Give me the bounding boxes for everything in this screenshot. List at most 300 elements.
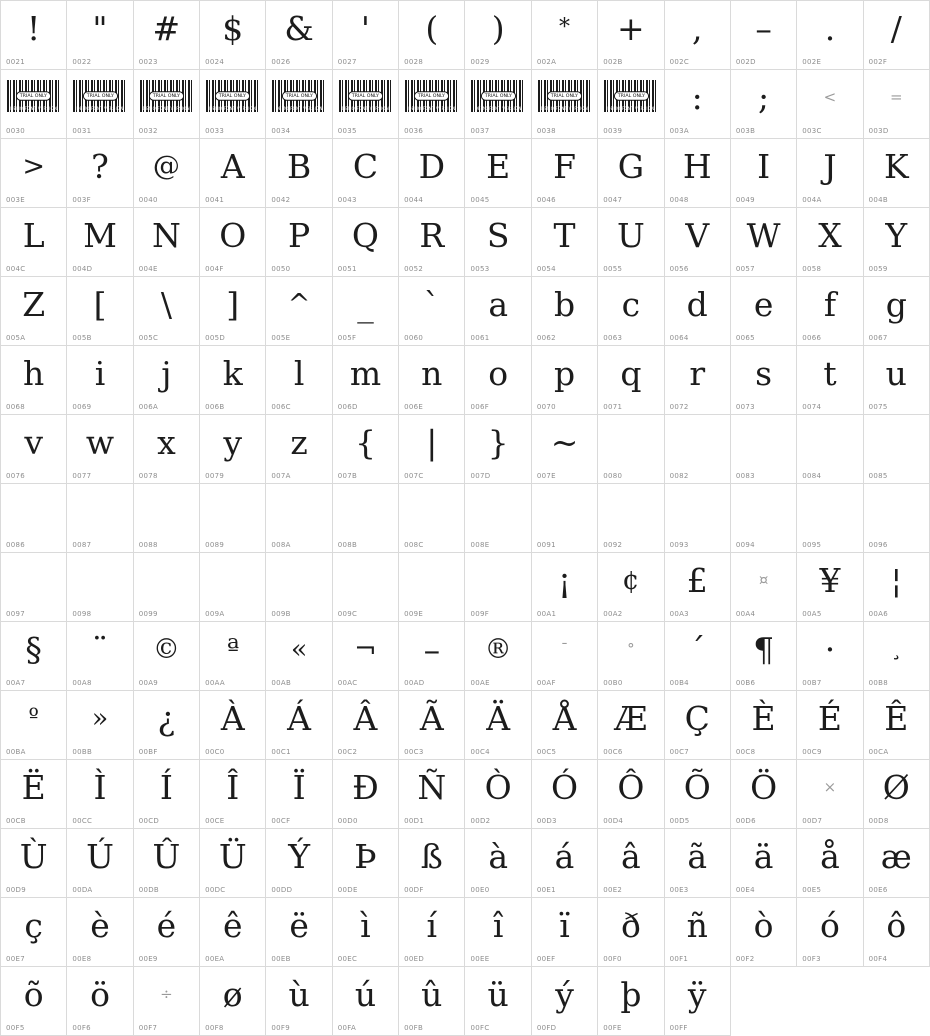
glyph-character: g [885, 284, 907, 324]
glyph-cell[interactable] [731, 553, 797, 622]
glyph-character: · [824, 629, 836, 669]
glyph-cell[interactable] [797, 553, 863, 622]
glyph-unicode-code: 00CC [72, 817, 93, 825]
glyph-cell[interactable] [67, 346, 133, 415]
glyph-unicode-code: 008C [404, 541, 424, 549]
glyph-cell[interactable] [532, 139, 598, 208]
glyph-unicode-code: 00B0 [603, 679, 623, 687]
glyph-cell[interactable] [864, 1, 930, 70]
glyph-cell[interactable] [665, 484, 731, 553]
glyph-character: + [617, 8, 645, 48]
glyph-character: ) [491, 8, 505, 48]
glyph-character: d [686, 284, 708, 324]
glyph-unicode-code: 0058 [802, 265, 822, 273]
glyph-cell[interactable] [731, 898, 797, 967]
glyph-cell[interactable] [266, 829, 332, 898]
glyph-cell[interactable] [665, 967, 731, 1036]
glyph-cell[interactable] [598, 139, 664, 208]
glyph-unicode-code: 00EF [536, 955, 556, 963]
glyph-unicode-code: 005E [271, 334, 291, 342]
glyph-unicode-code: 00A3 [669, 610, 689, 618]
glyph-cell[interactable] [399, 1, 465, 70]
glyph-unicode-code: 0024 [205, 58, 225, 66]
glyph-cell[interactable] [797, 1, 863, 70]
glyph-cell[interactable] [200, 484, 266, 553]
glyph-character: Ô [617, 767, 645, 807]
glyph-cell[interactable] [1, 484, 67, 553]
glyph-cell[interactable] [598, 346, 664, 415]
glyph-cell[interactable] [399, 691, 465, 760]
glyph-character: ó [820, 905, 840, 945]
glyph-character: ° [627, 639, 635, 658]
glyph-cell[interactable] [266, 1, 332, 70]
glyph-character: R [419, 215, 445, 255]
glyph-unicode-code: 0056 [669, 265, 689, 273]
glyph-cell[interactable] [598, 622, 664, 691]
glyph-cell[interactable] [532, 553, 598, 622]
glyph-cell[interactable] [266, 553, 332, 622]
glyph-cell[interactable] [67, 622, 133, 691]
glyph-cell[interactable] [399, 415, 465, 484]
glyph-cell[interactable] [864, 622, 930, 691]
glyph-cell[interactable] [864, 760, 930, 829]
glyph-cell[interactable] [465, 898, 531, 967]
glyph-unicode-code: 00C9 [802, 748, 822, 756]
glyph-cell[interactable] [67, 898, 133, 967]
glyph-unicode-code: 008A [271, 541, 291, 549]
glyph-cell[interactable] [465, 967, 531, 1036]
glyph-cell[interactable] [67, 139, 133, 208]
glyph-cell[interactable] [333, 415, 399, 484]
glyph-cell[interactable] [465, 415, 531, 484]
glyph-cell[interactable] [731, 622, 797, 691]
glyph-cell[interactable] [399, 622, 465, 691]
glyph-cell[interactable] [333, 691, 399, 760]
glyph-cell[interactable] [200, 829, 266, 898]
glyph-cell[interactable] [598, 208, 664, 277]
glyph-cell[interactable] [731, 208, 797, 277]
glyph-character: $ [222, 8, 244, 48]
glyph-cell[interactable] [333, 760, 399, 829]
glyph-character: ä [753, 836, 774, 876]
glyph-unicode-code: 0022 [72, 58, 92, 66]
glyph-cell[interactable] [731, 346, 797, 415]
glyph-character: Q [351, 215, 379, 255]
glyph-cell[interactable] [200, 691, 266, 760]
glyph-unicode-code: 00F5 [6, 1024, 25, 1032]
glyph-cell[interactable] [864, 346, 930, 415]
glyph-cell[interactable] [266, 622, 332, 691]
glyph-unicode-code: 0077 [72, 472, 92, 480]
glyph-cell[interactable] [598, 760, 664, 829]
glyph-cell[interactable] [200, 139, 266, 208]
glyph-cell[interactable] [200, 553, 266, 622]
glyph-cell[interactable] [532, 691, 598, 760]
glyph-unicode-code: 0057 [735, 265, 755, 273]
glyph-cell[interactable] [333, 553, 399, 622]
glyph-character: ¡ [557, 560, 572, 600]
glyph-character: " [92, 8, 108, 48]
glyph-cell[interactable] [1, 277, 67, 346]
glyph-unicode-code: 00FA [337, 1024, 357, 1032]
glyph-unicode-code: 00DE [337, 886, 358, 894]
glyph-cell[interactable] [864, 415, 930, 484]
glyph-cell[interactable] [665, 208, 731, 277]
glyph-unicode-code: 004E [138, 265, 158, 273]
glyph-cell[interactable] [797, 208, 863, 277]
glyph-cell[interactable] [333, 622, 399, 691]
glyph-cell[interactable] [1, 691, 67, 760]
glyph-cell[interactable] [333, 967, 399, 1036]
glyph-cell[interactable] [67, 691, 133, 760]
glyph-cell[interactable] [266, 484, 332, 553]
glyph-unicode-code: 006B [205, 403, 225, 411]
glyph-character: § [25, 629, 42, 669]
glyph-cell[interactable] [1, 70, 67, 139]
glyph-cell[interactable] [333, 484, 399, 553]
glyph-unicode-code: 00CE [205, 817, 225, 825]
glyph-unicode-code: 0089 [205, 541, 225, 549]
glyph-unicode-code: 00E7 [6, 955, 25, 963]
glyph-unicode-code: 00E1 [536, 886, 556, 894]
glyph-character: ã [687, 836, 708, 876]
glyph-cell[interactable] [665, 760, 731, 829]
glyph-cell[interactable] [266, 346, 332, 415]
glyph-character: Â [353, 698, 378, 738]
glyph-cell[interactable] [333, 346, 399, 415]
glyph-cell[interactable] [134, 346, 200, 415]
glyph-cell[interactable] [67, 70, 133, 139]
glyph-cell[interactable] [67, 484, 133, 553]
trial-badge-label: TRIAL ONLY [613, 91, 648, 101]
glyph-cell[interactable] [134, 415, 200, 484]
glyph-character: Ø [882, 767, 910, 807]
glyph-cell[interactable] [465, 622, 531, 691]
glyph-cell[interactable] [864, 70, 930, 139]
glyph-cell[interactable] [134, 553, 200, 622]
glyph-cell[interactable] [598, 70, 664, 139]
glyph-cell[interactable] [200, 415, 266, 484]
glyph-cell[interactable] [465, 139, 531, 208]
glyph-cell[interactable] [200, 622, 266, 691]
glyph-character: Í [159, 767, 173, 807]
glyph-cell[interactable] [67, 967, 133, 1036]
glyph-cell[interactable] [731, 277, 797, 346]
glyph-cell[interactable] [399, 760, 465, 829]
glyph-unicode-code: 00BA [6, 748, 26, 756]
glyph-cell[interactable] [665, 898, 731, 967]
glyph-cell[interactable] [465, 484, 531, 553]
glyph-character: ! [27, 8, 41, 48]
glyph-cell[interactable] [333, 898, 399, 967]
glyph-cell[interactable] [797, 760, 863, 829]
glyph-character: ù [288, 974, 310, 1014]
glyph-cell[interactable] [797, 415, 863, 484]
glyph-cell[interactable] [864, 829, 930, 898]
glyph-unicode-code: 00E0 [470, 886, 490, 894]
glyph-cell[interactable] [532, 760, 598, 829]
glyph-cell[interactable] [797, 691, 863, 760]
glyph-cell[interactable] [399, 898, 465, 967]
glyph-cell[interactable] [665, 277, 731, 346]
glyph-cell[interactable] [797, 277, 863, 346]
glyph-cell[interactable] [399, 70, 465, 139]
glyph-cell[interactable] [465, 553, 531, 622]
glyph-unicode-code: 00D4 [603, 817, 624, 825]
glyph-cell[interactable] [200, 277, 266, 346]
glyph-cell[interactable] [134, 70, 200, 139]
glyph-cell[interactable] [665, 139, 731, 208]
glyph-cell[interactable] [598, 553, 664, 622]
glyph-character: ¶ [753, 629, 775, 669]
glyph-cell[interactable] [134, 760, 200, 829]
glyph-unicode-code: 00A5 [802, 610, 822, 618]
glyph-cell[interactable] [67, 208, 133, 277]
glyph-cell[interactable] [598, 415, 664, 484]
glyph-character: Ó [550, 767, 579, 807]
glyph-cell[interactable] [266, 760, 332, 829]
glyph-cell[interactable] [598, 1, 664, 70]
glyph-cell[interactable] [598, 484, 664, 553]
glyph-cell[interactable] [1, 1, 67, 70]
glyph-cell[interactable] [67, 553, 133, 622]
glyph-unicode-code: 005D [205, 334, 226, 342]
glyph-cell[interactable] [1, 622, 67, 691]
glyph-unicode-code: 0075 [868, 403, 888, 411]
glyph-cell[interactable] [532, 208, 598, 277]
glyph-cell[interactable] [731, 691, 797, 760]
glyph-unicode-code: 00E5 [802, 886, 822, 894]
glyph-cell[interactable] [465, 70, 531, 139]
glyph-cell[interactable] [797, 829, 863, 898]
glyph-cell[interactable] [399, 484, 465, 553]
glyph-unicode-code: 0098 [72, 610, 92, 618]
glyph-character: ñ [686, 905, 708, 945]
glyph-character: N [151, 215, 181, 255]
glyph-cell[interactable] [333, 208, 399, 277]
glyph-character: ì [360, 905, 371, 945]
glyph-cell[interactable] [598, 829, 664, 898]
glyph-cell[interactable] [731, 760, 797, 829]
glyph-character: U [616, 215, 645, 255]
glyph-cell[interactable] [465, 760, 531, 829]
glyph-cell[interactable] [399, 553, 465, 622]
glyph-cell[interactable] [731, 139, 797, 208]
glyph-cell[interactable] [797, 139, 863, 208]
glyph-cell[interactable] [333, 1, 399, 70]
glyph-cell[interactable] [67, 415, 133, 484]
glyph-cell[interactable] [67, 829, 133, 898]
glyph-cell[interactable] [731, 415, 797, 484]
glyph-cell[interactable] [200, 208, 266, 277]
glyph-cell[interactable] [598, 691, 664, 760]
glyph-character: B [286, 146, 312, 186]
glyph-cell[interactable] [797, 898, 863, 967]
glyph-cell[interactable] [333, 70, 399, 139]
glyph-cell[interactable] [797, 346, 863, 415]
glyph-cell[interactable] [1, 208, 67, 277]
glyph-cell[interactable] [731, 1, 797, 70]
glyph-character: [ [93, 284, 107, 324]
glyph-cell[interactable] [465, 829, 531, 898]
glyph-cell[interactable] [532, 622, 598, 691]
glyph-character: – [423, 629, 441, 669]
glyph-cell[interactable] [731, 829, 797, 898]
glyph-cell[interactable] [266, 277, 332, 346]
glyph-cell[interactable] [864, 208, 930, 277]
glyph-cell[interactable] [665, 622, 731, 691]
glyph-cell[interactable] [67, 1, 133, 70]
glyph-cell[interactable] [864, 553, 930, 622]
glyph-cell[interactable] [864, 691, 930, 760]
glyph-cell[interactable] [399, 139, 465, 208]
glyph-cell[interactable] [665, 691, 731, 760]
glyph-cell[interactable] [266, 70, 332, 139]
glyph-character: T [553, 215, 576, 255]
glyph-cell[interactable] [333, 139, 399, 208]
glyph-unicode-code: 0061 [470, 334, 490, 342]
glyph-unicode-code: 0059 [868, 265, 888, 273]
glyph-cell[interactable] [200, 346, 266, 415]
glyph-cell[interactable] [598, 277, 664, 346]
glyph-character: w [85, 422, 115, 462]
glyph-cell[interactable] [665, 1, 731, 70]
glyph-cell[interactable] [333, 277, 399, 346]
glyph-cell[interactable] [864, 277, 930, 346]
glyph-cell[interactable] [266, 415, 332, 484]
glyph-cell[interactable] [134, 139, 200, 208]
glyph-cell[interactable] [665, 829, 731, 898]
trial-badge-label: TRIAL ONLY [149, 91, 184, 101]
glyph-cell[interactable] [399, 208, 465, 277]
glyph-cell[interactable] [134, 484, 200, 553]
glyph-character: º [28, 705, 39, 730]
trial-badge-label: TRIAL ONLY [215, 91, 250, 101]
glyph-cell[interactable] [399, 346, 465, 415]
glyph-cell[interactable] [465, 1, 531, 70]
glyph-unicode-code: 002E [802, 58, 822, 66]
glyph-unicode-code: 0049 [735, 196, 755, 204]
glyph-cell[interactable] [266, 139, 332, 208]
glyph-character: û [421, 974, 443, 1014]
glyph-cell[interactable] [200, 967, 266, 1036]
glyph-cell[interactable] [1, 415, 67, 484]
glyph-cell[interactable] [665, 415, 731, 484]
glyph-cell[interactable] [465, 691, 531, 760]
glyph-cell[interactable] [665, 346, 731, 415]
glyph-unicode-code: 00B4 [669, 679, 689, 687]
glyph-cell[interactable] [1, 760, 67, 829]
glyph-cell[interactable] [1, 967, 67, 1036]
glyph-character: – [755, 8, 772, 48]
glyph-cell[interactable] [532, 898, 598, 967]
glyph-cell[interactable] [134, 829, 200, 898]
glyph-unicode-code: 00A4 [735, 610, 756, 618]
glyph-cell[interactable] [1, 829, 67, 898]
glyph-cell[interactable] [200, 70, 266, 139]
glyph-character: Ð [352, 767, 379, 807]
glyph-cell[interactable] [532, 70, 598, 139]
glyph-character: x [157, 422, 176, 462]
glyph-cell[interactable] [797, 70, 863, 139]
glyph-unicode-code: 0065 [735, 334, 755, 342]
glyph-unicode-code: 0087 [72, 541, 92, 549]
glyph-unicode-code: 00D9 [6, 886, 26, 894]
glyph-cell[interactable] [266, 691, 332, 760]
glyph-cell[interactable] [399, 967, 465, 1036]
glyph-cell[interactable] [532, 484, 598, 553]
glyph-cell[interactable] [134, 691, 200, 760]
glyph-character: î [492, 905, 504, 945]
glyph-character: ¢ [622, 564, 640, 596]
glyph-cell[interactable] [134, 208, 200, 277]
glyph-cell[interactable] [532, 346, 598, 415]
glyph-cell[interactable] [200, 1, 266, 70]
glyph-cell[interactable] [399, 829, 465, 898]
glyph-cell[interactable] [266, 967, 332, 1036]
glyph-cell[interactable] [864, 484, 930, 553]
glyph-cell[interactable] [598, 967, 664, 1036]
glyph-cell[interactable] [532, 1, 598, 70]
glyph-cell[interactable] [797, 484, 863, 553]
glyph-cell[interactable] [134, 967, 200, 1036]
glyph-cell[interactable] [134, 1, 200, 70]
glyph-cell[interactable] [134, 622, 200, 691]
glyph-cell[interactable] [200, 760, 266, 829]
glyph-character: © [152, 633, 180, 665]
glyph-cell[interactable] [465, 208, 531, 277]
glyph-unicode-code: 00A2 [603, 610, 623, 618]
glyph-cell[interactable] [134, 898, 200, 967]
glyph-cell[interactable] [1, 346, 67, 415]
glyph-cell[interactable] [665, 553, 731, 622]
glyph-cell[interactable] [731, 484, 797, 553]
glyph-cell[interactable] [532, 277, 598, 346]
glyph-cell[interactable] [333, 829, 399, 898]
glyph-cell[interactable] [465, 346, 531, 415]
glyph-cell[interactable] [864, 139, 930, 208]
glyph-unicode-code: 00DF [404, 886, 424, 894]
glyph-cell[interactable] [797, 622, 863, 691]
glyph-cell[interactable] [864, 898, 930, 967]
glyph-cell[interactable] [399, 277, 465, 346]
glyph-cell[interactable] [200, 898, 266, 967]
glyph-cell[interactable] [465, 277, 531, 346]
glyph-cell[interactable] [731, 70, 797, 139]
glyph-unicode-code: 0046 [536, 196, 556, 204]
glyph-cell[interactable] [532, 967, 598, 1036]
glyph-character: ¤ [758, 570, 769, 589]
glyph-cell[interactable] [598, 898, 664, 967]
glyph-cell[interactable] [532, 829, 598, 898]
glyph-cell[interactable] [665, 70, 731, 139]
glyph-unicode-code: 00BB [72, 748, 93, 756]
glyph-cell[interactable] [266, 898, 332, 967]
glyph-character: é [156, 905, 177, 945]
glyph-unicode-code: 0067 [868, 334, 888, 342]
glyph-unicode-code: 00F6 [72, 1024, 91, 1032]
glyph-cell[interactable] [67, 760, 133, 829]
glyph-cell[interactable] [134, 277, 200, 346]
glyph-cell[interactable] [266, 208, 332, 277]
glyph-cell[interactable] [1, 139, 67, 208]
glyph-cell[interactable] [532, 415, 598, 484]
glyph-cell[interactable] [67, 277, 133, 346]
glyph-character: { [354, 422, 376, 462]
glyph-unicode-code: 0036 [404, 127, 424, 135]
glyph-cell[interactable] [1, 898, 67, 967]
glyph-cell[interactable] [1, 553, 67, 622]
